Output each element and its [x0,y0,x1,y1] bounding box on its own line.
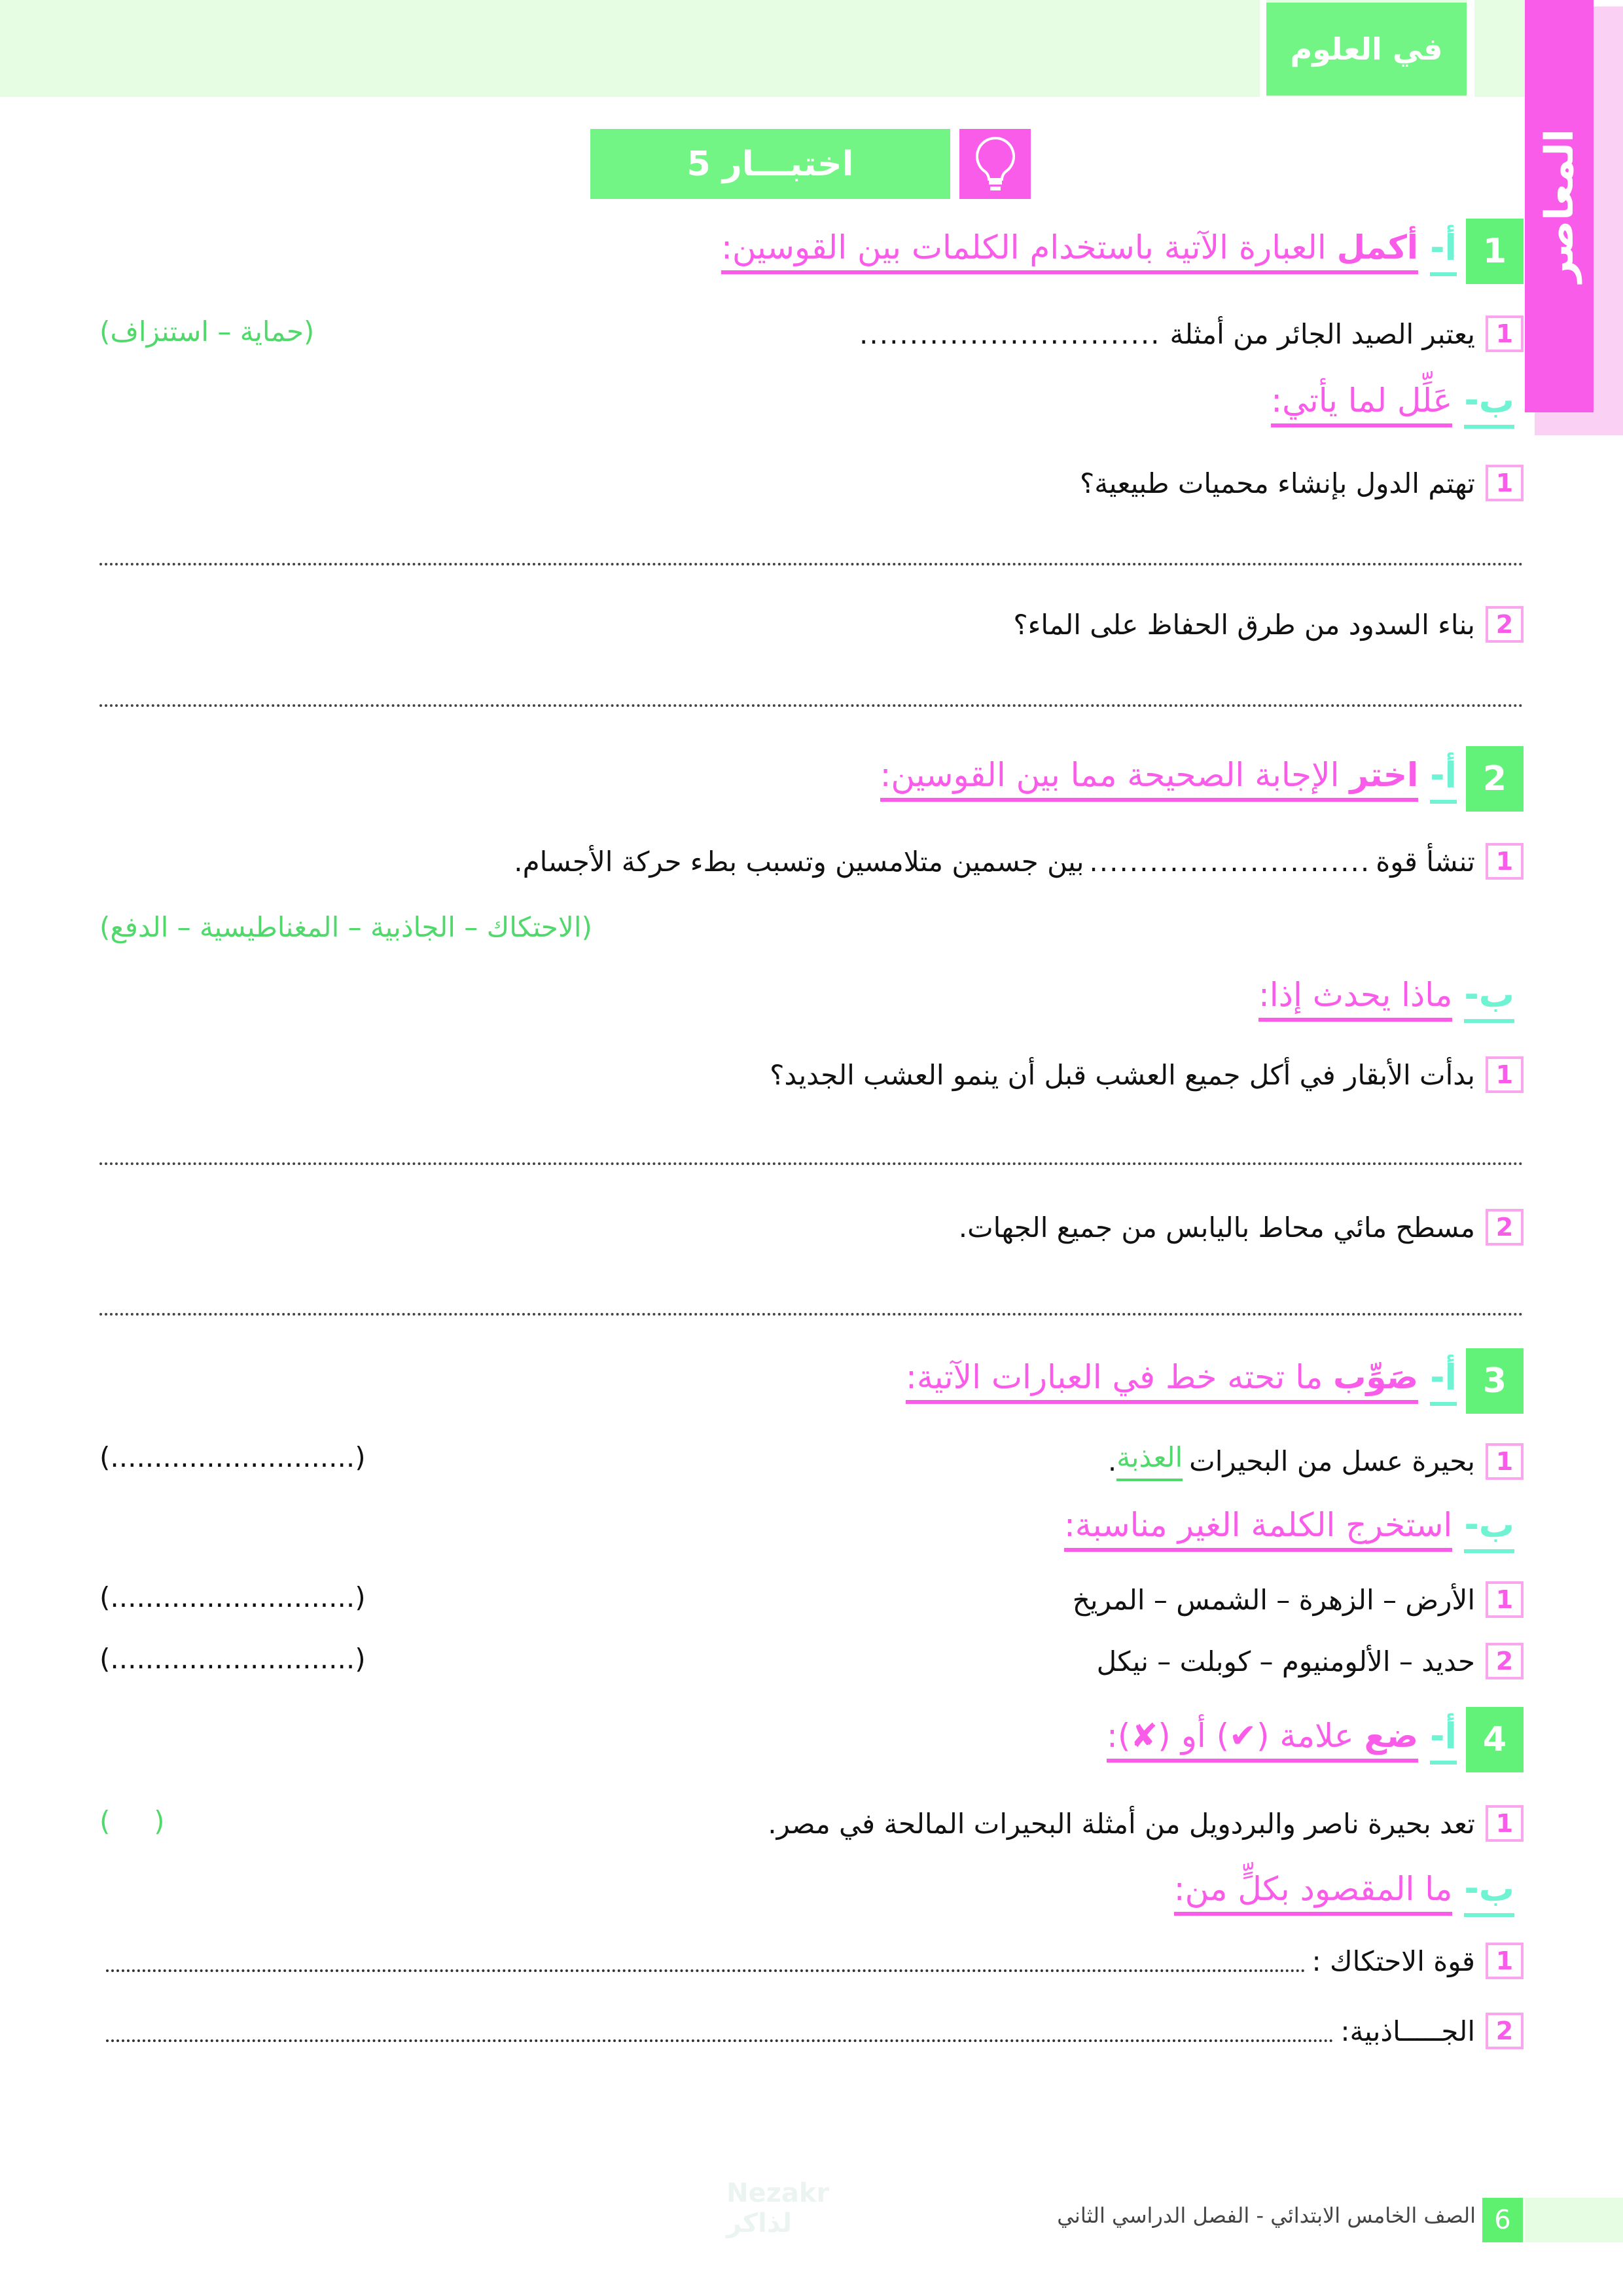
side-brand-text: المعاصر [1536,129,1582,283]
question-item [99,1056,1524,1093]
part-b-header [99,974,1524,1023]
question-3-header [99,1348,1524,1414]
item-number: 1 [1486,843,1524,880]
instruction-text: علامة (✔) أو (✘): [1107,1717,1354,1755]
item-number: 2 [1486,2013,1524,2049]
question-item [99,465,1524,501]
question-instruction [880,756,1419,802]
item-number: 2 [1486,1209,1524,1246]
item-text: الجـــــاذبية: [1340,2015,1475,2047]
item-number: 1 [1486,1443,1524,1480]
item-text: تنشأ قوة [1376,845,1475,878]
instruction-verb: اختر [1349,756,1419,794]
answer-blank[interactable]: (............................) [99,1581,366,1613]
divider [1467,0,1474,97]
question-item [99,1209,1524,1246]
item-number: 1 [1486,1056,1524,1093]
question-item [99,606,1524,643]
answer-line[interactable] [106,2020,1334,2042]
answer-line[interactable] [99,704,1524,707]
part-letter: ب- [1464,380,1514,429]
lightbulb-icon [959,129,1031,199]
divider [1260,0,1266,97]
instruction-text: ما تحته خط في العبارات الآتية: [905,1358,1323,1396]
part-letter: أ- [1430,1357,1457,1406]
part-b-header [99,1504,1524,1553]
question-number: 1 [1466,219,1524,284]
watermark-logo: Nezakr لذاكر [726,2178,830,2238]
options: (الاحتكاك – الجاذبية – المغناطيسية – الدفع) [99,911,592,943]
options: (حماية – استنزاف) [99,315,315,348]
item-text: . [1107,1445,1117,1477]
item-number: 2 [1486,1643,1524,1679]
part-letter: ب- [1464,974,1514,1023]
page-number: 6 [1482,2198,1523,2242]
item-number: 1 [1486,1581,1524,1618]
answer-blank[interactable]: .............................. [859,317,1161,350]
question-instruction [721,228,1418,274]
question-item [99,1805,1524,1842]
part-letter: أ- [1430,755,1457,804]
question-number: 2 [1466,746,1524,812]
question-item [99,2013,1524,2049]
answer-blank[interactable]: ............................ [1089,845,1371,878]
item-text: يعتبر الصيد الجائر من أمثلة [1169,317,1475,350]
part-b-header [99,380,1524,429]
question-instruction [1107,1717,1418,1763]
item-text: بدأت الأبقار في أكل جميع العشب قبل أن ينمو العشب الجديد؟ [770,1058,1475,1091]
part-title: ماذا يحدث إذا: [1258,976,1452,1022]
item-number: 1 [1486,1805,1524,1842]
item-number: 1 [1486,1943,1524,1979]
question-instruction [906,1358,1418,1404]
part-letter: ب- [1464,1504,1514,1553]
instruction-text: الإجابة الصحيحة مما بين القوسين: [880,756,1340,794]
item-text: بين جسمين متلامسين وتسبب بطء حركة الأجسام. [514,845,1084,878]
test-title: اختبـــار 5 [590,129,950,199]
question-item [99,1943,1524,1979]
question-4-header [99,1707,1524,1772]
instruction-verb: صَوِّب [1333,1358,1419,1396]
instruction-text: العبارة الآتية باستخدام الكلمات بين القوسين: [721,228,1327,266]
question-1-header [99,219,1524,284]
answer-line[interactable] [106,1950,1306,1972]
answer-blank[interactable]: (............................) [99,1643,366,1675]
instruction-verb: أكمل [1336,228,1419,266]
item-text: الأرض – الزهرة – الشمس – المريخ [1072,1583,1475,1616]
item-text: تعد بحيرة ناصر والبردويل من أمثلة البحيرات المالحة في مصر. [768,1807,1475,1840]
item-number: 1 [1486,465,1524,501]
question-number: 3 [1466,1348,1524,1414]
side-brand [1525,0,1594,412]
footer-text: الصف الخامس الابتدائي - الفصل الدراسي الثاني [1057,2203,1476,2228]
part-title: استخرج الكلمة الغير مناسبة: [1064,1506,1452,1552]
part-b-header [99,1868,1524,1917]
underlined-word: العذبة [1116,1441,1183,1481]
item-number: 2 [1486,606,1524,643]
question-item [99,843,1524,880]
item-text: تهتم الدول بإنشاء محميات طبيعية؟ [1080,467,1475,499]
item-text: مسطح مائي محاط باليابس من جميع الجهات. [958,1211,1475,1244]
footer-band [1525,2198,1623,2242]
question-number: 4 [1466,1707,1524,1772]
item-text: بناء السدود من طرق الحفاظ على الماء؟ [1013,608,1475,641]
answer-blank[interactable]: (............................) [99,1441,366,1473]
instruction-verb: ضع [1364,1717,1419,1755]
item-text: بحيرة عسل من البحيرات [1189,1445,1475,1477]
part-letter: أ- [1430,1715,1457,1765]
part-letter: أ- [1430,227,1457,276]
item-text: حديد – الألومنيوم – كوبلت – نيكل [1096,1645,1475,1677]
subject-label: في العلوم [1266,3,1467,96]
question-2-header [99,746,1524,812]
item-text: قوة الاحتكاك : [1311,1945,1475,1977]
part-title: ما المقصود بكلٍّ من: [1174,1870,1453,1916]
part-letter: ب- [1464,1868,1514,1917]
part-title: عَلِّل لما يأتي: [1271,382,1452,427]
answer-box[interactable]: ( ) [99,1805,165,1837]
item-number: 1 [1486,315,1524,352]
answer-line[interactable] [99,563,1524,565]
answer-line[interactable] [99,1162,1524,1165]
answer-line[interactable] [99,1313,1524,1316]
